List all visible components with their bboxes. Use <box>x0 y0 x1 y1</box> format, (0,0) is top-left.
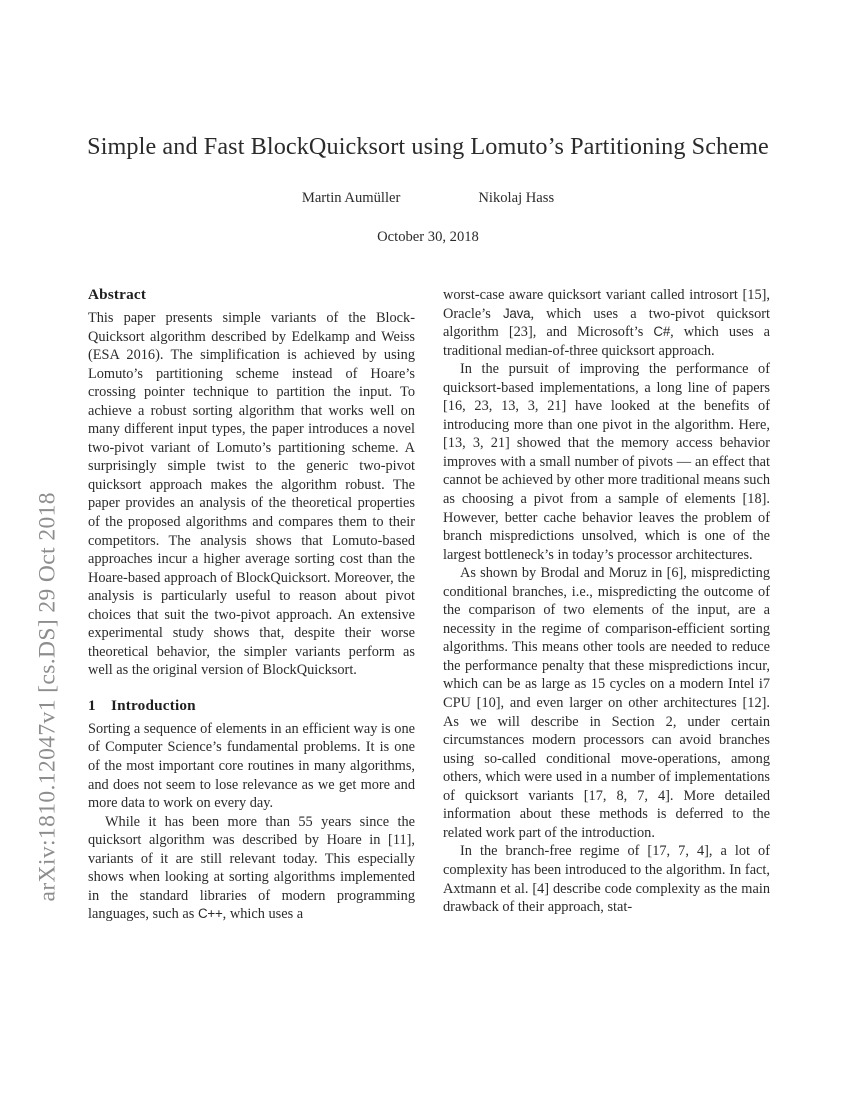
intro-paragraph-5: As shown by Brodal and Moruz in [6], mispredicting conditional branches, i.e., mispredicting the outcome of the comparison of two elements of the input, are a necessity in the regime of comparison-efficient sorting algorithms. This means other tools are needed to reduce the performance penalty that these mispredictions incur, which can be as large as 15 cycles on a modern Intel i7 CPU [10], and even larger on other architectures [12]. As we will describe in Section 2, under certain circumstances modern processors can avoid branches using so-called conditional move-operations, among others, which were used in a number of implementations of quicksort variants [17, 8, 7, 4]. More detailed information about these methods is deferred to the related work part of the introduction. <box>443 565 770 841</box>
section-number: 1 <box>88 696 96 714</box>
abstract-text: This paper presents simple variants of the BlockQuicksort algorithm described by Edelkamp and Weiss (ESA 2016). The simplification is achieved by using Lomuto’s partitioning scheme instead of Hoare’s crossing pointer technique to partition the input. To achieve a robust sorting algorithm that works well on many different input types, the paper introduces a novel two-pivot variant of Lomuto’s partitioning scheme. A surprisingly simple twist to the generic two-pivot quicksort approach makes the algorithm robust. The paper provides an analysis of the theoretical properties of the proposed algorithms and compares them to their competitors. The analysis shows that Lomuto-based approaches incur a higher average sorting cost than the Hoare-based approach of BlockQuicksort. Moreover, the analysis is particularly useful to reason about pivot choices that suit the two-pivot approach. An extensive experimental study shows that, despite their worse theoretical behavior, the simpler variants perform as well as the original version of BlockQuicksort. <box>88 310 415 679</box>
language-name-cpp: C++ <box>197 906 223 922</box>
paragraph-text-segment: worst-case aware quicksort variant called introsort [15], Oracle’s <box>443 287 770 322</box>
paragraph-text-segment: , which uses a traditional median-of-three quicksort approach. <box>443 324 770 359</box>
arxiv-stamp-text: arXiv:1810.12047v1 [cs.DS] 29 Oct 2018 <box>34 492 61 902</box>
body-columns <box>88 286 770 1016</box>
paragraph-text-segment: , which uses a <box>222 906 304 923</box>
title-block <box>78 132 778 246</box>
author-name: Martin Aumüller <box>301 190 401 207</box>
author-name: Nikolaj Hass <box>478 190 555 207</box>
section-heading-introduction <box>88 697 415 715</box>
intro-paragraph-4: In the pursuit of improving the performance of quicksort-based implementations, a long line of papers [16, 23, 13, 3, 21] have looked at the benefits of introducing more than one pivot in the algorithm. Here, [13, 3, 21] showed that the memory access behavior improves with a small number of pivots — an effect that cannot be achieved by other more traditional means such as choosing a pivot from a sample of elements [18]. However, better cache behavior leaves the problem of branch mispredictions unsolved, which is one of the largest bottleneck’s in today’s processor architectures. <box>443 361 770 563</box>
language-name-java: Java <box>502 305 531 321</box>
paragraph-text-segment: , which uses a two-pivot quicksort algorithm [23], and Microsoft’s <box>443 305 770 341</box>
intro-paragraph-6: In the branch-free regime of [17, 7, 4], a lot of complexity has been introduced to the algorithm. In fact, Axtmann et al. [4] describe code complexity as the main drawback of their approach, stat- <box>443 843 770 916</box>
intro-paragraph-1: Sorting a sequence of elements in an efficient way is one of Computer Science’s fundamental problems. It is one of the most important core routines in many algorithms, and does not seem to lose relevance as we get more and more data to work on every day. <box>88 720 415 812</box>
left-column <box>88 286 415 1016</box>
arxiv-stamp <box>0 0 78 1100</box>
intro-paragraph-3 <box>443 286 770 360</box>
intro-paragraph-2 <box>88 813 415 924</box>
section-title: Introduction <box>111 696 196 714</box>
paragraph-text-segment: While it has been more than 55 years since the quicksort algorithm was described by Hoare in [11], variants of it are still relevant today. This especially shows when looking at sorting algorithms implemented in the standard libraries of modern programming languages, such as <box>88 813 415 923</box>
author-list <box>78 190 778 207</box>
page-title: Simple and Fast BlockQuicksort using Lomuto’s Partitioning Scheme <box>87 133 769 160</box>
right-column <box>443 286 770 1016</box>
publication-date: October 30, 2018 <box>377 229 479 246</box>
abstract-heading: Abstract <box>88 286 147 303</box>
language-name-csharp: C# <box>653 324 671 340</box>
